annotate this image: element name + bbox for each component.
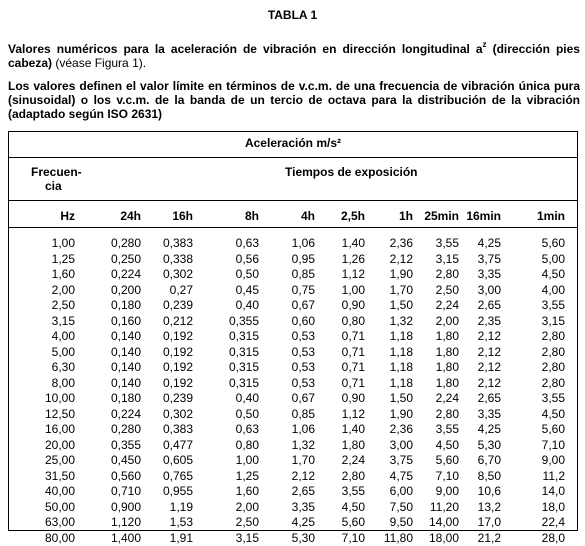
- acceleration-cell: 1,70: [390, 283, 413, 298]
- acceleration-cell: 1,91: [170, 531, 193, 546]
- acceleration-cell: 2,80: [542, 360, 565, 375]
- acceleration-cell: 0,71: [342, 329, 365, 344]
- frequency-cell: 50,00: [45, 500, 75, 515]
- frequency-cell: 1,60: [52, 267, 75, 282]
- frequency-cell: 1,25: [52, 252, 75, 267]
- acceleration-cell: 17,0: [478, 515, 501, 530]
- acceleration-cell: 1,70: [292, 453, 315, 468]
- acceleration-cell: 11,2: [543, 469, 565, 484]
- frequency-header-line2: cia: [31, 179, 82, 193]
- acceleration-cell: 2,12: [478, 329, 501, 344]
- table-row: [9, 283, 577, 299]
- acceleration-cell: 4,50: [436, 438, 459, 453]
- acceleration-cell: 0,250: [111, 252, 141, 267]
- acceleration-cell: 2,80: [542, 345, 565, 360]
- acceleration-cell: 0,710: [111, 484, 141, 499]
- acceleration-cell: 0,302: [163, 407, 193, 422]
- limits-paragraph: Los valores definen el valor límite en términos de v.c.m. de una frecuencia de vibración única pura (sinusoidal) o los v.c.m. de la banda de un tercio de octava para la distribución de la vibración (adaptado según ISO 2631): [8, 79, 580, 121]
- table-body: [9, 236, 577, 546]
- acceleration-cell: 0,140: [111, 376, 141, 391]
- acceleration-cell: 3,75: [390, 453, 413, 468]
- acceleration-cell: 1,80: [436, 376, 459, 391]
- acceleration-cell: 2,24: [436, 298, 459, 313]
- acceleration-cell: 1,90: [390, 267, 413, 282]
- acceleration-cell: 0,315: [229, 360, 259, 375]
- acceleration-cell: 0,315: [229, 329, 259, 344]
- table-row: [9, 376, 577, 392]
- acceleration-cell: 2,36: [390, 422, 413, 437]
- acceleration-cell: 21,2: [478, 531, 501, 546]
- acceleration-cell: 0,224: [111, 267, 141, 282]
- frequency-cell: 12,50: [45, 407, 75, 422]
- acceleration-cell: 2,12: [478, 345, 501, 360]
- acceleration-cell: 0,224: [111, 407, 141, 422]
- acceleration-cell: 0,67: [292, 298, 315, 313]
- frequency-cell: 10,00: [45, 391, 75, 406]
- table-row: [9, 484, 577, 500]
- description-direction-text: (dirección pies cabeza): [8, 42, 580, 70]
- acceleration-cell: 3,15: [542, 314, 565, 329]
- description-bold-text: Valores numéricos para la aceleración de vibración en dirección longitudinal a: [8, 42, 483, 56]
- frequency-cell: 25,00: [45, 453, 75, 468]
- acceleration-cell: 6,70: [478, 453, 501, 468]
- description-figure-ref: (véase Figura 1).: [52, 56, 146, 70]
- table-row: [9, 391, 577, 407]
- frequency-cell: 2,50: [52, 298, 75, 313]
- frequency-cell: 16,00: [45, 422, 75, 437]
- acceleration-cell: 14,0: [542, 484, 565, 499]
- unit-header-cell: 16min: [466, 209, 501, 223]
- acceleration-cell: 0,27: [170, 283, 193, 298]
- acceleration-cell: 14,00: [429, 515, 459, 530]
- acceleration-cell: 1,50: [390, 298, 413, 313]
- frequency-cell: 4,00: [52, 329, 75, 344]
- acceleration-cell: 5,60: [342, 515, 365, 530]
- acceleration-cell: 0,192: [163, 376, 193, 391]
- acceleration-cell: 2,36: [390, 236, 413, 251]
- acceleration-cell: 3,55: [542, 298, 565, 313]
- acceleration-cell: 0,450: [111, 453, 141, 468]
- acceleration-cell: 0,315: [229, 345, 259, 360]
- acceleration-cell: 0,280: [111, 422, 141, 437]
- unit-header-cell: 1min: [537, 209, 565, 223]
- acceleration-cell: 1,32: [292, 438, 315, 453]
- acceleration-cell: 7,10: [436, 469, 459, 484]
- unit-header-cell: 4h: [301, 209, 315, 223]
- acceleration-cell: 0,90: [342, 298, 365, 313]
- acceleration-cell: 2,65: [292, 484, 315, 499]
- acceleration-cell: 3,55: [542, 391, 565, 406]
- acceleration-cell: 4,50: [342, 500, 365, 515]
- acceleration-cell: 1,50: [390, 391, 413, 406]
- acceleration-cell: 0,85: [292, 267, 315, 282]
- frequency-cell: 40,00: [45, 484, 75, 499]
- acceleration-cell: 1,40: [342, 236, 365, 251]
- table-row: [9, 531, 577, 546]
- acceleration-cell: 2,00: [236, 500, 259, 515]
- acceleration-cell: 3,00: [390, 438, 413, 453]
- acceleration-cell: 4,50: [542, 407, 565, 422]
- acceleration-cell: 2,50: [236, 515, 259, 530]
- frequency-cell: 20,00: [45, 438, 75, 453]
- table-row: [9, 500, 577, 516]
- acceleration-cell: 0,765: [163, 469, 193, 484]
- acceleration-cell: 0,67: [292, 391, 315, 406]
- acceleration-cell: 1,00: [236, 453, 259, 468]
- acceleration-cell: 1,400: [111, 531, 141, 546]
- frequency-cell: 6,30: [52, 360, 75, 375]
- acceleration-cell: 7,10: [542, 438, 565, 453]
- frequency-header-line1: Frecuen-: [31, 165, 82, 179]
- frequency-cell: 80,00: [45, 531, 75, 546]
- acceleration-cell: 1,40: [342, 422, 365, 437]
- acceleration-cell: 2,80: [436, 407, 459, 422]
- unit-header-cell: 16h: [172, 209, 193, 223]
- description-paragraph: [8, 38, 580, 70]
- acceleration-cell: 13,2: [478, 500, 501, 515]
- acceleration-cell: 2,12: [478, 376, 501, 391]
- acceleration-cell: 11,80: [384, 531, 413, 546]
- table-row: [9, 515, 577, 531]
- acceleration-cell: 2,12: [478, 360, 501, 375]
- acceleration-cell: 3,55: [436, 236, 459, 251]
- acceleration-cell: 0,180: [111, 391, 141, 406]
- acceleration-cell: 0,50: [236, 267, 259, 282]
- acceleration-cell: 0,477: [163, 438, 193, 453]
- unit-header-cell: 1h: [399, 209, 413, 223]
- acceleration-cell: 0,50: [236, 407, 259, 422]
- table-title: TABLA 1: [0, 8, 585, 22]
- acceleration-cell: 0,75: [292, 283, 315, 298]
- acceleration-cell: 1,26: [342, 252, 365, 267]
- acceleration-cell: 9,00: [436, 484, 459, 499]
- acceleration-cell: 0,192: [163, 360, 193, 375]
- acceleration-cell: 9,50: [390, 515, 413, 530]
- frequency-cell: 1,00: [52, 236, 75, 251]
- frequency-cell: 8,00: [52, 376, 75, 391]
- acceleration-cell: 0,302: [163, 267, 193, 282]
- acceleration-cell: 3,35: [292, 500, 315, 515]
- acceleration-cell: 0,239: [163, 298, 193, 313]
- acceleration-cell: 0,900: [111, 500, 141, 515]
- acceleration-cell: 0,355: [229, 314, 259, 329]
- table-row: [9, 267, 577, 283]
- acceleration-cell: 3,15: [436, 252, 459, 267]
- acceleration-cell: 0,280: [111, 236, 141, 251]
- units-header-row: [9, 209, 577, 223]
- acceleration-cell: 1,90: [390, 407, 413, 422]
- acceleration-cell: 4,25: [478, 422, 501, 437]
- acceleration-cell: 0,85: [292, 407, 315, 422]
- acceleration-cell: 2,35: [478, 314, 501, 329]
- acceleration-cell: 2,24: [436, 391, 459, 406]
- table-row: [9, 407, 577, 423]
- acceleration-cell: 1,18: [390, 360, 413, 375]
- acceleration-cell: 4,00: [542, 283, 565, 298]
- acceleration-cell: 1,120: [111, 515, 141, 530]
- exposure-times-header: Tiempos de exposición: [285, 165, 417, 179]
- frequency-cell: 2,00: [52, 283, 75, 298]
- table-row: [9, 298, 577, 314]
- table-row: [9, 453, 577, 469]
- acceleration-cell: 5,60: [436, 453, 459, 468]
- acceleration-cell: 28,0: [542, 531, 565, 546]
- acceleration-cell: 0,40: [236, 391, 259, 406]
- acceleration-cell: 5,60: [542, 422, 565, 437]
- unit-header-cell: Hz: [60, 209, 75, 223]
- table-row: [9, 345, 577, 361]
- acceleration-cell: 1,00: [342, 283, 365, 298]
- acceleration-cell: 2,80: [542, 376, 565, 391]
- acceleration-cell: 18,00: [429, 531, 459, 546]
- acceleration-cell: 2,65: [478, 391, 501, 406]
- acceleration-cell: 0,239: [163, 391, 193, 406]
- acceleration-cell: 0,140: [111, 329, 141, 344]
- acceleration-cell: 5,30: [478, 438, 501, 453]
- acceleration-cell: 5,00: [542, 252, 565, 267]
- divider: [9, 200, 577, 201]
- table-row: [9, 422, 577, 438]
- acceleration-cell: 0,71: [342, 345, 365, 360]
- acceleration-cell: 4,25: [292, 515, 315, 530]
- acceleration-cell: 22,4: [542, 515, 565, 530]
- table-row: [9, 329, 577, 345]
- acceleration-cell: 2,00: [436, 314, 459, 329]
- acceleration-cell: 3,35: [478, 407, 501, 422]
- unit-header-cell: 2,5h: [341, 209, 365, 223]
- acceleration-cell: 1,80: [342, 438, 365, 453]
- acceleration-cell: 1,18: [390, 376, 413, 391]
- acceleration-cell: 0,63: [236, 236, 259, 251]
- acceleration-cell: 0,140: [111, 345, 141, 360]
- acceleration-cell: 1,18: [390, 329, 413, 344]
- acceleration-cell: 1,06: [292, 236, 315, 251]
- unit-header-cell: 24h: [120, 209, 141, 223]
- acceleration-cell: 0,955: [163, 484, 193, 499]
- frequency-header: [31, 165, 82, 193]
- acceleration-cell: 0,160: [111, 314, 141, 329]
- table-row: [9, 236, 577, 252]
- acceleration-cell: 10,6: [478, 484, 501, 499]
- acceleration-cell: 0,383: [163, 422, 193, 437]
- acceleration-cell: 0,53: [292, 329, 315, 344]
- acceleration-cell: 0,53: [292, 345, 315, 360]
- acceleration-cell: 1,80: [436, 345, 459, 360]
- acceleration-cell: 0,212: [163, 314, 193, 329]
- acceleration-cell: 0,200: [111, 283, 141, 298]
- acceleration-cell: 1,80: [436, 329, 459, 344]
- acceleration-cell: 1,53: [170, 515, 193, 530]
- acceleration-cell: 2,50: [436, 283, 459, 298]
- acceleration-cell: 0,45: [236, 283, 259, 298]
- acceleration-cell: 0,71: [342, 360, 365, 375]
- acceleration-cell: 1,18: [390, 345, 413, 360]
- table-row: [9, 438, 577, 454]
- acceleration-cell: 1,60: [236, 484, 259, 499]
- description-subscript: z: [483, 40, 487, 49]
- acceleration-cell: 1,25: [236, 469, 259, 484]
- acceleration-cell: 5,60: [542, 236, 565, 251]
- acceleration-cell: 2,80: [342, 469, 365, 484]
- acceleration-cell: 2,80: [542, 329, 565, 344]
- acceleration-cell: 0,560: [111, 469, 141, 484]
- acceleration-cell: 7,50: [390, 500, 413, 515]
- acceleration-cell: 0,192: [163, 345, 193, 360]
- unit-header-cell: 25min: [424, 209, 459, 223]
- acceleration-cell: 4,25: [478, 236, 501, 251]
- frequency-cell: 63,00: [45, 515, 75, 530]
- vibration-table: [8, 131, 578, 531]
- acceleration-cell: 5,30: [292, 531, 315, 546]
- acceleration-cell: 7,10: [342, 531, 365, 546]
- divider: [9, 157, 577, 158]
- acceleration-cell: 0,315: [229, 376, 259, 391]
- acceleration-cell: 2,24: [342, 453, 365, 468]
- acceleration-cell: 2,80: [436, 267, 459, 282]
- acceleration-cell: 0,80: [236, 438, 259, 453]
- acceleration-cell: 4,75: [390, 469, 413, 484]
- acceleration-cell: 1,12: [342, 267, 365, 282]
- acceleration-header: Aceleración m/s²: [9, 136, 577, 150]
- frequency-cell: 3,15: [52, 314, 75, 329]
- acceleration-cell: 3,35: [478, 267, 501, 282]
- table-row: [9, 360, 577, 376]
- table-row: [9, 469, 577, 485]
- acceleration-cell: 0,63: [236, 422, 259, 437]
- frequency-cell: 5,00: [52, 345, 75, 360]
- acceleration-cell: 9,00: [542, 453, 565, 468]
- table-row: [9, 252, 577, 268]
- acceleration-cell: 18,0: [542, 500, 565, 515]
- frequency-cell: 31,50: [45, 469, 75, 484]
- acceleration-cell: 0,56: [236, 252, 259, 267]
- acceleration-cell: 3,55: [436, 422, 459, 437]
- acceleration-cell: 2,12: [390, 252, 413, 267]
- acceleration-cell: 3,15: [236, 531, 259, 546]
- acceleration-cell: 1,06: [292, 422, 315, 437]
- acceleration-cell: 8,50: [478, 469, 501, 484]
- acceleration-cell: 1,19: [170, 500, 193, 515]
- acceleration-cell: 0,605: [163, 453, 193, 468]
- unit-header-cell: 8h: [245, 209, 259, 223]
- acceleration-cell: 0,40: [236, 298, 259, 313]
- acceleration-cell: 0,180: [111, 298, 141, 313]
- acceleration-cell: 0,355: [111, 438, 141, 453]
- acceleration-cell: 0,338: [163, 252, 193, 267]
- acceleration-cell: 11,20: [430, 500, 459, 515]
- acceleration-cell: 0,95: [292, 252, 315, 267]
- acceleration-cell: 6,00: [390, 484, 413, 499]
- acceleration-cell: 1,32: [390, 314, 413, 329]
- acceleration-cell: 2,12: [292, 469, 315, 484]
- acceleration-cell: 1,12: [342, 407, 365, 422]
- acceleration-cell: 0,140: [111, 360, 141, 375]
- acceleration-cell: 3,55: [342, 484, 365, 499]
- acceleration-cell: 4,50: [542, 267, 565, 282]
- acceleration-cell: 0,60: [292, 314, 315, 329]
- table-row: [9, 314, 577, 330]
- acceleration-cell: 0,80: [342, 314, 365, 329]
- acceleration-cell: 0,90: [342, 391, 365, 406]
- acceleration-cell: 0,192: [163, 329, 193, 344]
- acceleration-cell: 0,53: [292, 360, 315, 375]
- acceleration-cell: 3,75: [478, 252, 501, 267]
- acceleration-cell: 2,65: [478, 298, 501, 313]
- acceleration-cell: 3,00: [478, 283, 501, 298]
- divider: [9, 227, 577, 228]
- acceleration-cell: 0,383: [163, 236, 193, 251]
- acceleration-cell: 0,71: [342, 376, 365, 391]
- acceleration-cell: 0,53: [292, 376, 315, 391]
- acceleration-cell: 1,80: [436, 360, 459, 375]
